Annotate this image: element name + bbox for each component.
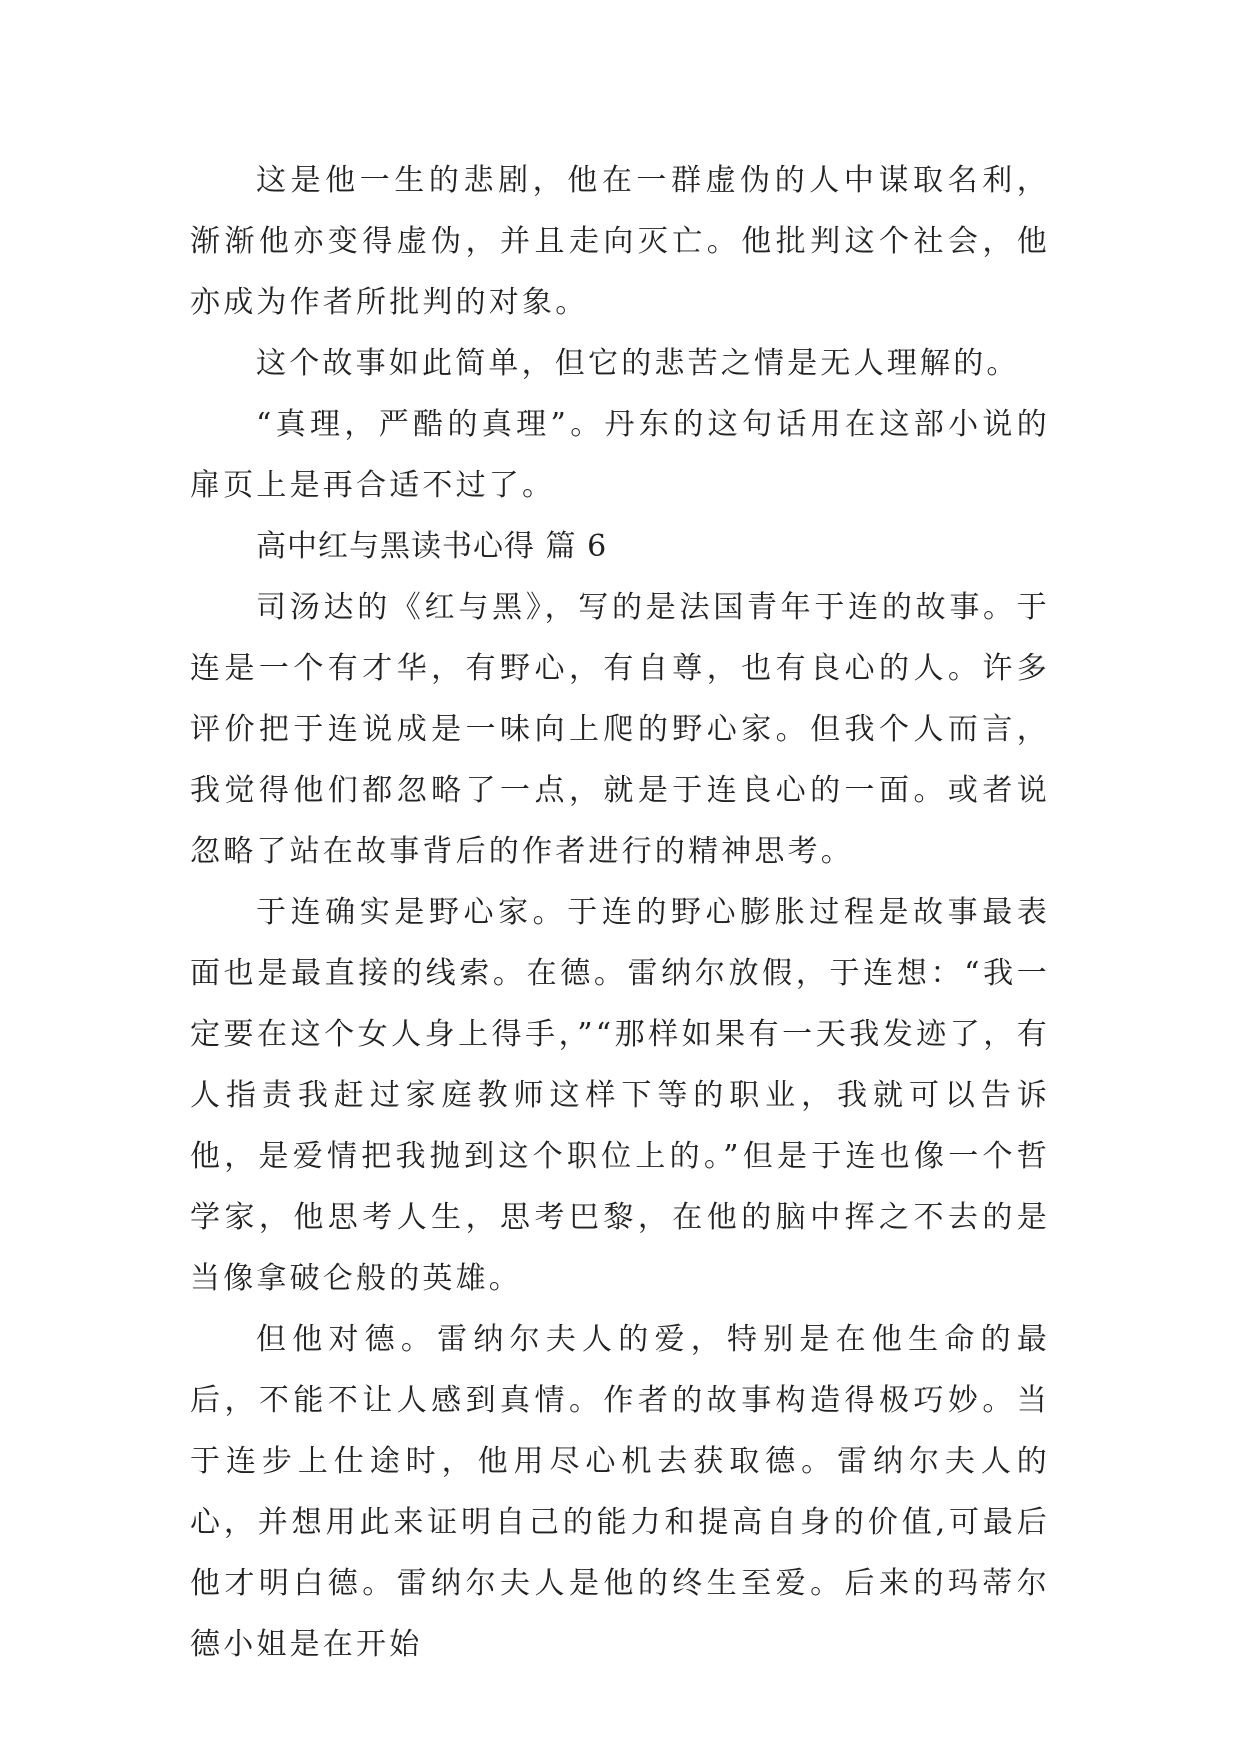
- document-body: [190, 150, 1050, 1675]
- paragraph-love: 但他对德。雷纳尔夫人的爱，特别是在他生命的最后，不能不让人感到真情。作者的故事构造得极巧妙。当于连步上仕途时，他用尽心机去获取德。雷纳尔夫人的心，并想用此来证明自己的能力和提高自身的价值,可最后他才明白德。雷纳尔夫人是他的终生至爱。后来的玛蒂尔德小姐是在开始: [190, 1322, 1050, 1662]
- paragraph-ambition: 于连确实是野心家。于连的野心膨胀过程是故事最表面也是最直接的线索。在德。雷纳尔放假，于连想：“我一定要在这个女人身上得手，”“那样如果有一天我发迹了，有人指责我赶过家庭教师这样下等的职业，我就可以告诉他，是爱情把我抛到这个职位上的。”但是于连也像一个哲学家，他思考人生，思考巴黎，在他的脑中挥之不去的是当像拿破仑般的英雄。: [190, 895, 1050, 1296]
- paragraph-simple-story: 这个故事如此简单，但它的悲苦之情是无人理解的。: [256, 346, 1020, 381]
- section-heading: 高中红与黑读书心得 篇 6: [256, 529, 608, 564]
- paragraph-intro: 司汤达的《红与黑》，写的是法国青年于连的故事。于连是一个有才华，有野心，有自尊，也有良心的人。许多评价把于连说成是一味向上爬的野心家。但我个人而言，我觉得他们都忽略了一点，就是于连良心的一面。或者说忽略了站在故事背后的作者进行的精神思考。: [190, 590, 1050, 869]
- paragraph-tragedy: 这是他一生的悲剧，他在一群虚伪的人中谋取名利，渐渐他亦变得虚伪，并且走向灭亡。他批判这个社会，他亦成为作者所批判的对象。: [190, 163, 1050, 320]
- paragraph-truth-quote: “真理，严酷的真理”。丹东的这句话用在这部小说的扉页上是再合适不过了。: [190, 407, 1050, 503]
